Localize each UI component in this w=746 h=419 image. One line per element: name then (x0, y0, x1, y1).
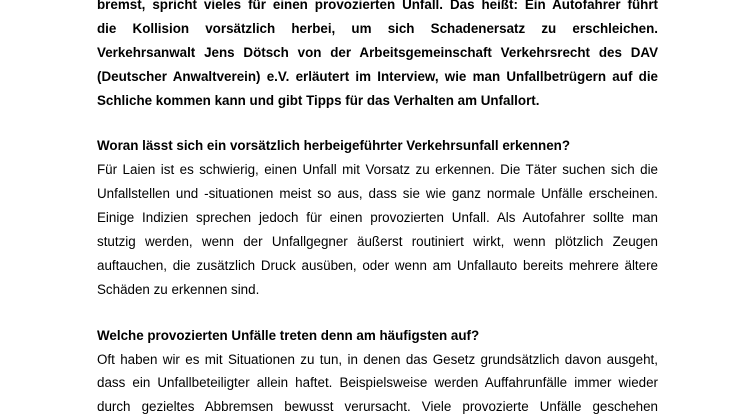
qa-section (97, 134, 658, 301)
answer-line: Schäden zu erkennen sind. (97, 281, 260, 297)
paragraph-gap (97, 302, 658, 324)
paragraph-gap (97, 112, 658, 134)
answer-line: auftauchen, die zusätzlich Druck ausüben, oder wenn am Unfallauto bereits mehrere ältere (97, 257, 658, 273)
intro-line: Schliche kommen kann und gibt Tipps für das Verhalten am Unfallort. (97, 92, 540, 108)
answer-line: Unfallstellen und -situationen meist so aus, dass sie wie ganz normale Unfälle erscheinen. (97, 186, 658, 202)
answer-line: durch gezieltes Abbremsen bewusst verursacht. Viele provozierte Unfälle geschehen (97, 399, 658, 415)
answer-line: stutzig werden, wenn der Unfallgegner äußerst routiniert wirkt, wenn plötzlich Zeugen (97, 234, 658, 250)
intro-line: die Kollision vorsätzlich herbei, um sich Schadenersatz zu erschleichen. (97, 20, 658, 36)
question-heading: Welche provozierten Unfälle treten denn am häufigsten auf? (97, 327, 480, 343)
answer-line: Für Laien ist es schwierig, einen Unfall mit Vorsatz zu erkennen. Die Täter suchen sich die (97, 162, 658, 178)
question-heading: Woran lässt sich ein vorsätzlich herbeigeführter Verkehrsunfall erkennen? (97, 138, 571, 154)
answer-line: Oft haben wir es mit Situationen zu tun, in denen das Gesetz grundsätzlich davon ausgeht, (97, 351, 658, 367)
intro-paragraph (97, 0, 658, 112)
document-page (97, 0, 658, 419)
intro-line: Verkehrsanwalt Jens Dötsch von der Arbeitsgemeinschaft Verkehrsrecht des DAV (97, 44, 658, 60)
qa-section (97, 324, 658, 419)
answer-line: Einige Indizien sprechen jedoch für einen provozierten Unfall. Als Autofahrer sollte man (97, 210, 658, 226)
intro-line: (Deutscher Anwaltverein) e.V. erläutert im Interview, wie man Unfallbetrügern auf die (97, 68, 658, 84)
answer-line: dass ein Unfallbeteiligter allein haftet. Beispielsweise werden Auffahrunfälle immer wieder (97, 375, 658, 391)
intro-line: bremst, spricht vieles für einen provozierten Unfall. Das heißt: Ein Autofahrer führt (97, 0, 658, 12)
